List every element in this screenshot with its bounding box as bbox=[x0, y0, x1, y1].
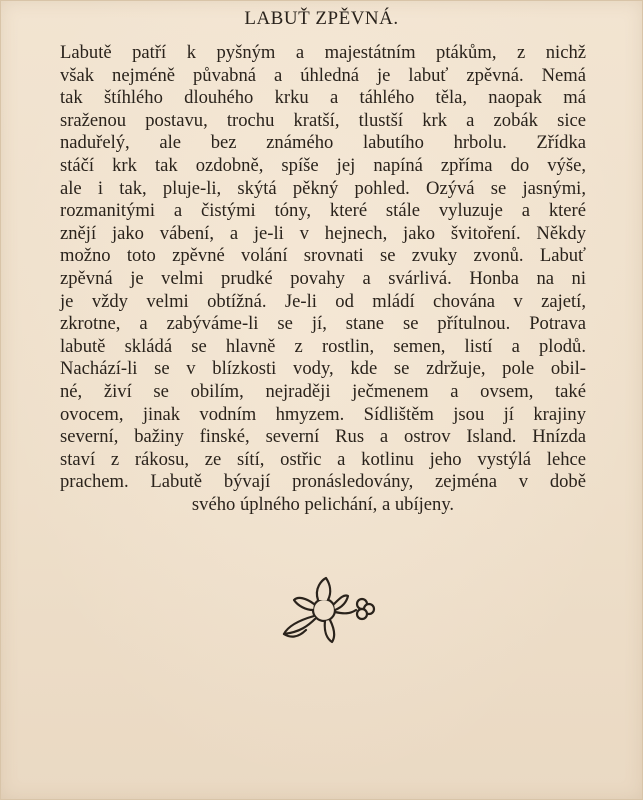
text-line: znějí jako vábení, a je-li v hejnech, jako švitoření. Někdy bbox=[60, 222, 586, 244]
text-line: né, živí se obilím, nejraději ječmenem a ovsem, také bbox=[60, 380, 586, 402]
text-line: staví z rákosu, ze sítí, ostřic a kotlinu jeho vystýlá lehce bbox=[60, 448, 586, 470]
text-line: tak štíhlého dlouhého krku a táhlého těla, naopak má bbox=[60, 87, 586, 109]
text-line: Labutě patří k pyšným a majestátním ptákům, z nichž bbox=[60, 42, 586, 63]
text-line: je vždy velmi obtížná. Je-li od mládí chována v zajetí, bbox=[60, 290, 586, 312]
page-title: LABUŤ ZPĚVNÁ. bbox=[244, 8, 399, 29]
text-line: labutě skládá se hlavně z rostlin, semen, listí a plodů. bbox=[60, 335, 586, 357]
flower-ornament-icon bbox=[278, 574, 382, 652]
text-line: severní, bažiny finské, severní Rus a ostrov Island. Hnízda bbox=[60, 426, 586, 448]
text-line: Nachází-li se v blízkosti vody, kde se zdržuje, pole obil- bbox=[60, 358, 586, 380]
text-line: prachem. Labutě bývají pronásledovány, zejména v době bbox=[60, 471, 586, 493]
text-line: možno toto zpěvné volání srovnati se zvuky zvonů. Labuť bbox=[60, 245, 586, 267]
text-line: však nejméně půvabná a úhledná je labuť zpěvná. Nemá bbox=[60, 64, 586, 86]
text-line: naduřelý, ale bez známého labutího hrbolu. Zřídka bbox=[60, 132, 586, 154]
text-line: zpěvná je velmi prudké povahy a svárlivá. Honba na ni bbox=[60, 267, 586, 289]
text-line: sraženou postavu, trochu kratší, tlustší krk a zobák sice bbox=[60, 109, 586, 131]
text-line: zkrotne, a zabýváme-li se jí, stane se přítulnou. Potrava bbox=[60, 313, 586, 335]
text-line: ale i tak, pluje-li, skýtá pěkný pohled. Ozývá se jasnými, bbox=[60, 177, 586, 199]
text-line: ovocem, jinak vodním hmyzem. Sídlištěm jsou jí krajiny bbox=[60, 403, 586, 425]
text-line: rozmanitými a čistými tóny, které stále vyluzuje a které bbox=[60, 200, 586, 222]
text-line: stáčí krk tak ozdobně, spíše jej napíná zpříma do výše, bbox=[60, 154, 586, 176]
article-text bbox=[60, 42, 586, 516]
text-line: svého úplného pelichání, a ubíjeny. bbox=[191, 493, 455, 515]
